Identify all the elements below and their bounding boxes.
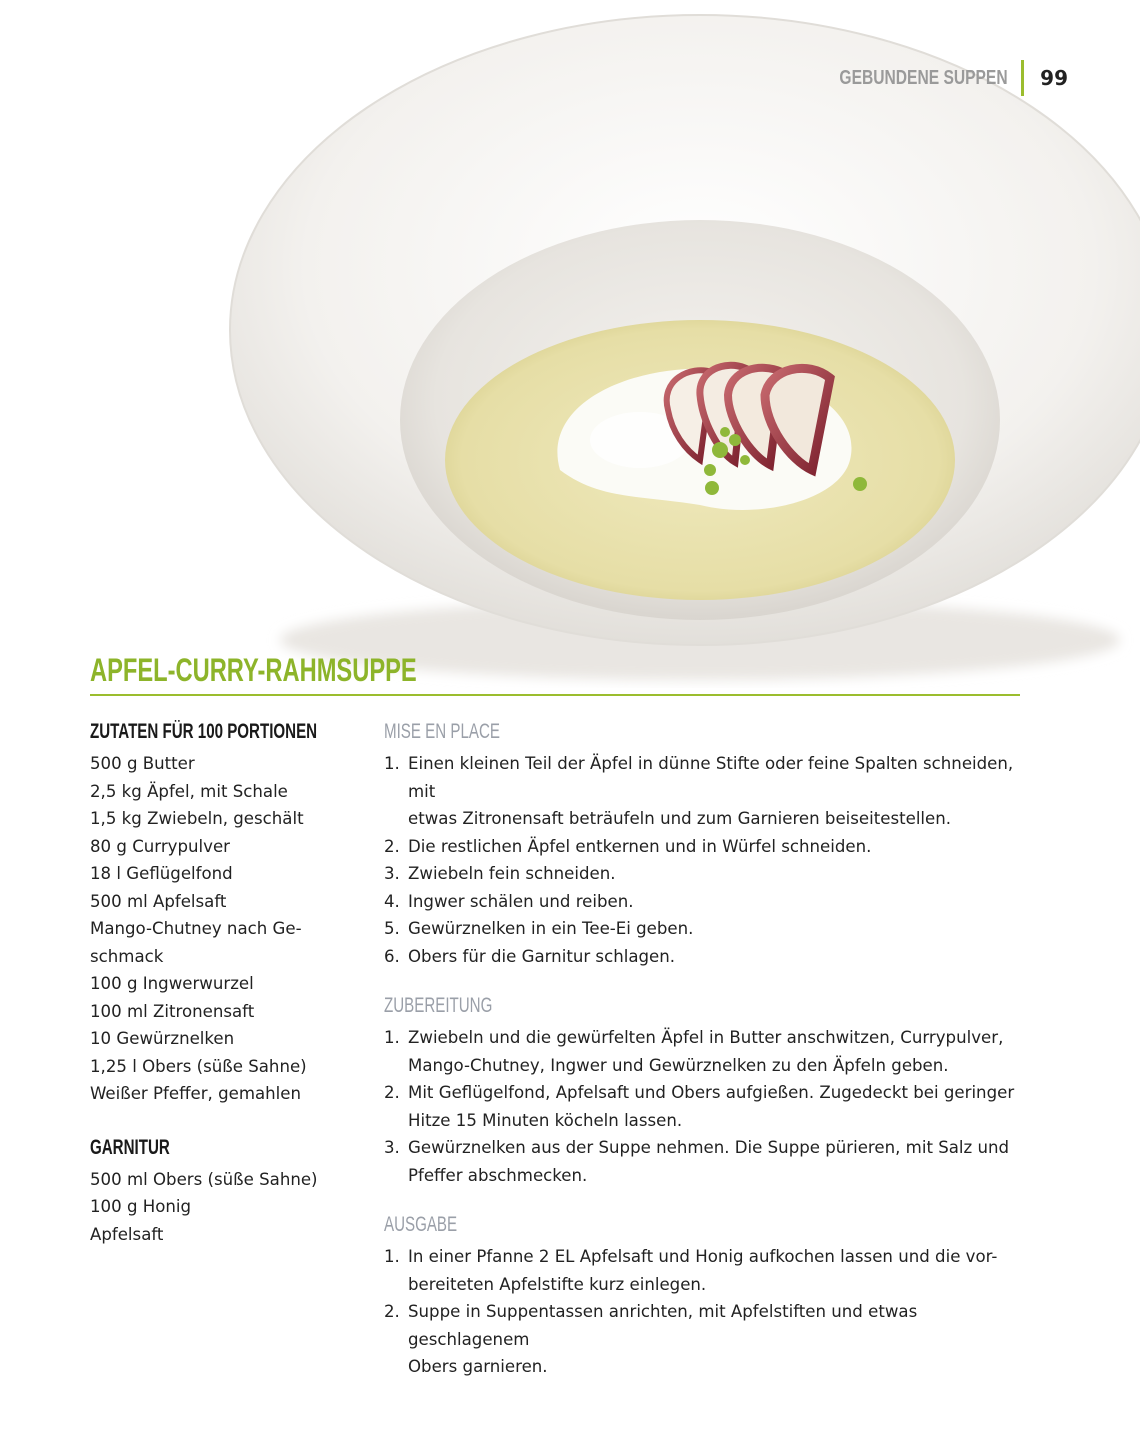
step-text bbox=[408, 1079, 1024, 1134]
ingredient-item: 80 g Currypulver bbox=[90, 836, 230, 856]
mise-en-place-heading: MISE EN PLACE bbox=[384, 720, 500, 743]
step-item bbox=[384, 1024, 1024, 1079]
step-line: Gewürznelken in ein Tee-Ei geben. bbox=[408, 919, 694, 938]
ingredient-item: Apfelsaft bbox=[90, 1224, 164, 1244]
ausgabe-steps bbox=[384, 1243, 1024, 1381]
step-item bbox=[384, 1298, 1024, 1381]
ingredient-item: Weißer Pfeffer, gemahlen bbox=[90, 1084, 302, 1103]
title-underline bbox=[90, 694, 1020, 696]
step-item bbox=[384, 915, 1024, 943]
mise-en-place-section bbox=[384, 718, 1024, 970]
ingredient-item: 500 ml Obers (süße Sahne) bbox=[90, 1169, 318, 1189]
ingredient-item: 100 ml Zitronensaft bbox=[90, 1001, 255, 1021]
step-line: Einen kleinen Teil der Äpfel in dünne Stifte oder feine Spalten schneiden, mit bbox=[408, 754, 1014, 801]
zubereitung-heading: ZUBEREITUNG bbox=[384, 994, 493, 1017]
ingredient-item: 100 g Honig bbox=[90, 1197, 192, 1216]
step-line: Suppe in Suppentassen anrichten, mit Apfelstiften und etwas geschlagenem bbox=[408, 1302, 918, 1349]
step-line: Hitze 15 Minuten köcheln lassen. bbox=[408, 1110, 683, 1130]
step-number: 4. bbox=[384, 891, 400, 911]
page-number: 99 bbox=[1040, 66, 1068, 90]
ingredients-list bbox=[90, 750, 330, 1108]
step-item bbox=[384, 833, 1024, 861]
ingredient-item: 500 ml Apfelsaft bbox=[90, 891, 227, 911]
ingredient-item: 10 Gewürznelken bbox=[90, 1029, 235, 1048]
step-number: 1. bbox=[384, 1247, 400, 1266]
step-line: Gewürznelken aus der Suppe nehmen. Die Suppe pürieren, mit Salz und bbox=[408, 1138, 1010, 1157]
step-line: Ingwer schälen und reiben. bbox=[408, 891, 634, 911]
ingredient-item: 1,5 kg Zwiebeln, geschält bbox=[90, 809, 304, 828]
step-line: Obers garnieren. bbox=[408, 1357, 548, 1376]
garnish-list bbox=[90, 1166, 330, 1249]
mise-en-place-steps bbox=[384, 750, 1024, 970]
section-name: GEBUNDENE SUPPEN bbox=[838, 66, 1008, 89]
step-text bbox=[408, 915, 1024, 943]
ingredient-item: schmack bbox=[90, 946, 164, 966]
step-text bbox=[408, 833, 1024, 861]
step-text bbox=[408, 860, 1024, 888]
recipe-photo bbox=[0, 0, 1140, 690]
step-text bbox=[408, 1024, 1024, 1079]
step-item bbox=[384, 888, 1024, 916]
step-line: Obers für die Garnitur schlagen. bbox=[408, 946, 676, 966]
step-line: Die restlichen Äpfel entkernen und in Würfel schneiden. bbox=[408, 836, 872, 856]
step-line: Zwiebeln fein schneiden. bbox=[408, 864, 616, 883]
step-text bbox=[408, 943, 1024, 971]
step-item bbox=[384, 860, 1024, 888]
step-number: 6. bbox=[384, 946, 400, 966]
step-line: Mit Geflügelfond, Apfelsaft und Obers aufgießen. Zugedeckt bei geringer bbox=[408, 1083, 1015, 1102]
step-number: 3. bbox=[384, 864, 400, 883]
step-line: etwas Zitronensaft beträufeln und zum Garnieren beiseitestellen. bbox=[408, 809, 952, 828]
step-text bbox=[408, 750, 1024, 833]
soup-bowl-illustration bbox=[0, 0, 1140, 690]
ingredient-item: 100 g Ingwerwurzel bbox=[90, 974, 254, 993]
header-divider bbox=[1021, 60, 1024, 96]
step-item bbox=[384, 1134, 1024, 1189]
ausgabe-heading: AUSGABE bbox=[384, 1213, 458, 1236]
step-item bbox=[384, 943, 1024, 971]
ingredient-item: 1,25 l Obers (süße Sahne) bbox=[90, 1056, 307, 1076]
step-line: In einer Pfanne 2 EL Apfelsaft und Honig aufkochen lassen und die vor- bbox=[408, 1247, 998, 1266]
step-line: Zwiebeln und die gewürfelten Äpfel in Butter anschwitzen, Currypulver, bbox=[408, 1028, 1004, 1047]
ingredients-column bbox=[90, 718, 330, 1248]
ingredient-item: 500 g Butter bbox=[90, 754, 195, 773]
step-number: 5. bbox=[384, 919, 400, 938]
step-number: 1. bbox=[384, 1028, 400, 1047]
step-number: 1. bbox=[384, 754, 400, 773]
garnish-heading: GARNITUR bbox=[90, 1135, 170, 1159]
step-number: 2. bbox=[384, 836, 400, 856]
step-line: Mango-Chutney, Ingwer und Gewürznelken zu den Äpfeln geben. bbox=[408, 1055, 949, 1075]
step-text bbox=[408, 1243, 1024, 1298]
step-number: 2. bbox=[384, 1083, 400, 1102]
step-item bbox=[384, 1079, 1024, 1134]
zubereitung-steps bbox=[384, 1024, 1024, 1189]
ausgabe-section bbox=[384, 1211, 1024, 1381]
recipe-title: APFEL-CURRY-RAHMSUPPE bbox=[90, 652, 417, 688]
step-number: 3. bbox=[384, 1138, 400, 1157]
running-head bbox=[792, 60, 1068, 96]
ingredient-item: 18 l Geflügelfond bbox=[90, 864, 233, 883]
step-item bbox=[384, 1243, 1024, 1298]
method-column bbox=[384, 718, 1024, 1381]
ingredients-heading: ZUTATEN FÜR 100 PORTIONEN bbox=[90, 720, 318, 743]
step-line: bereiteten Apfelstifte kurz einlegen. bbox=[408, 1274, 707, 1294]
zubereitung-section bbox=[384, 992, 1024, 1189]
step-item bbox=[384, 750, 1024, 833]
step-text bbox=[408, 1134, 1024, 1189]
step-line: Pfeffer abschmecken. bbox=[408, 1165, 588, 1185]
ingredient-item: Mango-Chutney nach Ge- bbox=[90, 919, 302, 938]
step-number: 2. bbox=[384, 1302, 400, 1321]
step-text bbox=[408, 888, 1024, 916]
step-text bbox=[408, 1298, 1024, 1381]
ingredient-item: 2,5 kg Äpfel, mit Schale bbox=[90, 781, 288, 801]
